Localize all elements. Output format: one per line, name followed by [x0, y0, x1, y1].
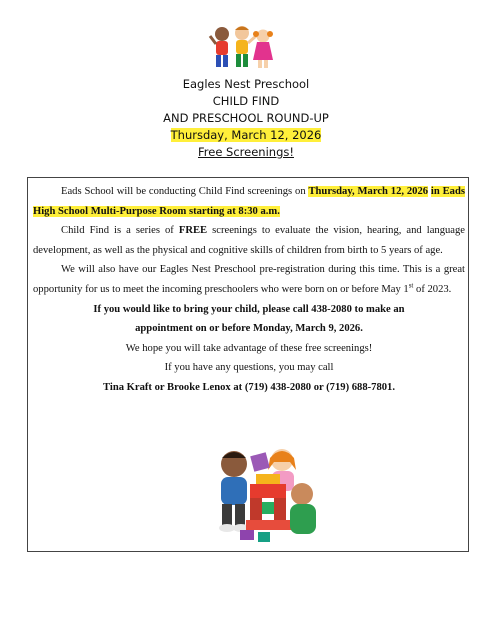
free-screenings-text: Free Screenings! [198, 145, 294, 159]
call-instructions-line2: appointment on or before Monday, March 9, 2026. [135, 323, 363, 335]
paragraph-child-find [33, 221, 465, 260]
school-name: Eagles Nest Preschool [182, 77, 310, 91]
free-word: FREE [178, 225, 208, 237]
prereg-text: We will also have our Eagles Nest Preschool pre-registration during this time. This is a great opportunity for us to meet the incoming preschoolers who were born on or before May 1 [33, 264, 465, 295]
contacts-line: Tina Kraft or Brooke Lenox at (719) 438-2080 or (719) 688-7801. [103, 381, 395, 393]
child-find-intro: Child Find is a series of [61, 225, 179, 237]
hope-line: We hope you will take advantage of these free screenings! [125, 342, 373, 354]
flyer-header [0, 76, 492, 161]
paragraph-preregistration [33, 260, 465, 299]
call-instructions-line1: If you would like to bring your child, please call 438-2080 to make an [93, 303, 405, 315]
prereg-year: of 2023. [413, 283, 452, 295]
kids-clipart [208, 24, 280, 76]
event-date [0, 127, 492, 144]
questions-line: If you have any questions, you may call [164, 362, 334, 374]
free-screenings [0, 144, 492, 161]
schedule-location: in Eads High School Multi-Purpose Room starting at 8:30 a.m. [33, 186, 465, 217]
schedule-date: Thursday, March 12, 2026 [308, 186, 429, 197]
title-child-find: CHILD FIND [212, 94, 280, 108]
event-date-highlight: Thursday, March 12, 2026 [170, 128, 322, 142]
ordinal-suffix: st [408, 281, 414, 290]
flyer-body [33, 182, 465, 398]
child-find-details: screenings to evaluate the vision, hearing, and language development, as well as the physical and cognitive skills of children from birth to 5 years of age. [33, 225, 465, 256]
title-roundup: AND PRESCHOOL ROUND-UP [163, 111, 329, 125]
children-blocks-clipart [212, 444, 322, 544]
schedule-intro: Eads School will be conducting Child Find screenings on [61, 186, 309, 197]
paragraph-schedule [33, 182, 465, 221]
